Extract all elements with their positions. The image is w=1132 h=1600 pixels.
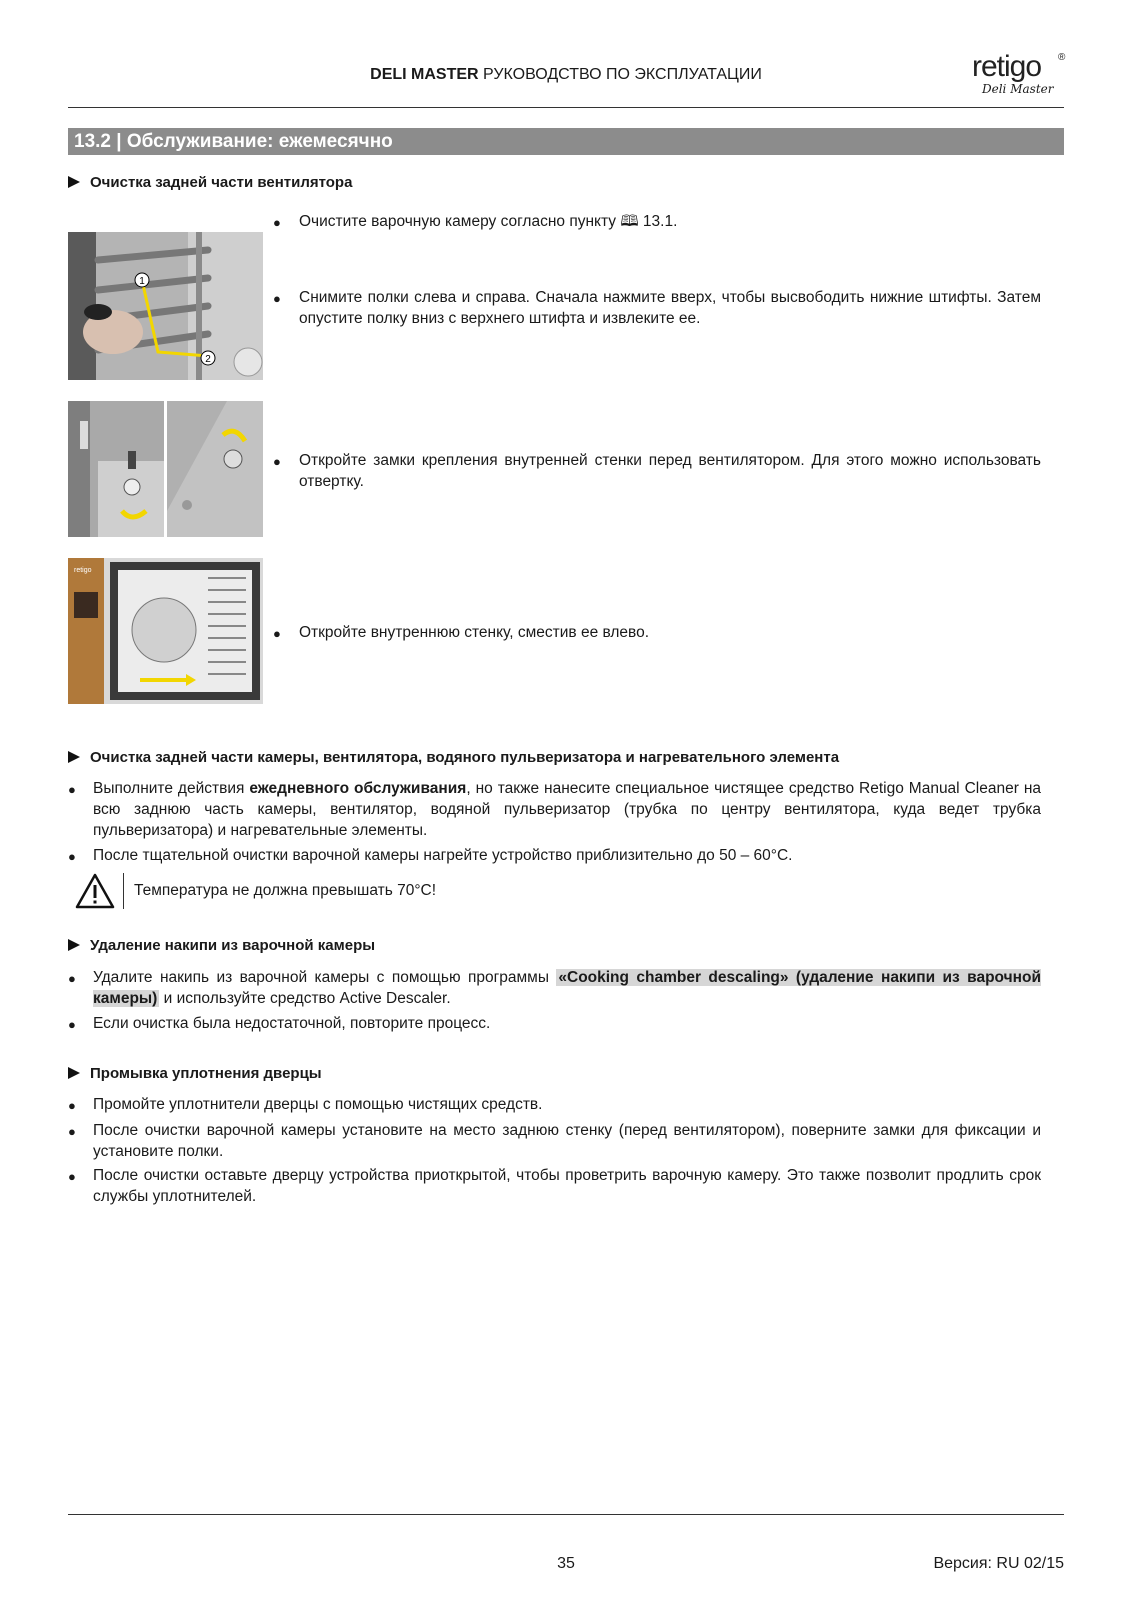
document-version: Версия: RU 02/15 xyxy=(933,1555,1064,1572)
bullet-icon: ● xyxy=(68,1098,76,1113)
retigo-logo xyxy=(972,50,1066,102)
step-open-wall: Откройте внутреннюю стенку, сместив ее влево. xyxy=(299,624,650,641)
subsection-heading-chamber: Очистка задней части камеры, вентилятора, водяного пульверизатора и нагревательного элемента xyxy=(68,749,839,766)
header-product-name: DELI MASTER xyxy=(370,66,479,83)
callout-1: 1 xyxy=(139,276,145,287)
chamber-item-1: Выполните действия ежедневного обслуживания, но также нанесите специальное чистящее средство Retigo Manual Cleaner на всю заднюю часть камеры, вентилятор, водяной пульверизатор (трубка по центру вентилятора, куда ведет трубка пульверизатора) и нагревательные элементы. xyxy=(93,780,1041,839)
section-title-bar xyxy=(68,128,1064,155)
bullet-icon: ● xyxy=(273,626,281,641)
photo-lock-right xyxy=(167,401,263,537)
triangle-bullet-icon xyxy=(68,176,80,188)
step-clean-chamber: Очистите варочную камеру согласно пункту 🕮 13.1. xyxy=(299,213,678,230)
step-open-locks: Откройте замки крепления внутренней стенки перед вентилятором. Для этого можно использовать отвертку. xyxy=(299,452,1041,490)
triangle-bullet-icon xyxy=(68,1067,80,1079)
logo-signature: Deli Master xyxy=(982,82,1054,96)
logo-wordmark: retigo xyxy=(972,50,1042,83)
photo-lock-left xyxy=(68,401,164,537)
step-remove-shelves: Снимите полки слева и справа. Сначала нажмите вверх, чтобы высвободить нижние штифты. Затем опустите полку вниз с верхнего штифта и извлеките ее. xyxy=(299,289,1041,327)
door-item-2: После очистки варочной камеры установите на место заднюю стенку (перед вентилятором), поверните замки для фиксации и установите полки. xyxy=(93,1122,1041,1160)
warning-text: Температура не должна превышать 70°C! xyxy=(134,882,437,899)
subsection-heading-descaling: Удаление накипи из варочной камеры xyxy=(68,937,375,954)
bullet-icon: ● xyxy=(68,782,76,797)
warning-icon xyxy=(74,872,116,910)
door-item-1: Промойте уплотнители дверцы с помощью чистящих средств. xyxy=(93,1096,543,1113)
footer-divider xyxy=(68,1514,1064,1515)
program-name-highlight: «Cooking chamber descaling» (удаление накипи из варочной камеры) xyxy=(93,969,1041,1007)
bullet-icon: ● xyxy=(68,1124,76,1139)
subsection-heading-door-seal: Промывка уплотнения дверцы xyxy=(68,1065,322,1082)
page-number: 35 xyxy=(557,1555,575,1572)
warning-divider xyxy=(123,873,124,909)
photo-open-inner-wall xyxy=(68,558,263,704)
photo-shelf-removal xyxy=(68,232,263,380)
bullet-icon: ● xyxy=(68,971,76,986)
header-divider xyxy=(68,107,1064,108)
subsection-heading-fan: Очистка задней части вентилятора xyxy=(68,174,352,191)
bullet-icon: ● xyxy=(68,849,76,864)
bullet-icon: ● xyxy=(68,1017,76,1032)
bullet-icon: ● xyxy=(68,1169,76,1184)
book-icon: 🕮 xyxy=(620,213,639,230)
section-title: 13.2 | Обслуживание: ежемесячно xyxy=(74,131,393,152)
triangle-bullet-icon xyxy=(68,751,80,763)
descaling-item-1: Удалите накипь из варочной камеры с помощью программы «Cooking chamber descaling» (удаление накипи из варочной камеры) и используйте средство Active Descaler. xyxy=(93,969,1041,1007)
chamber-item-2: После тщательной очистки варочной камеры нагрейте устройство приблизительно до 50 – 60°C. xyxy=(93,847,793,864)
callout-2: 2 xyxy=(205,354,211,365)
descaling-item-2: Если очистка была недостаточной, повторите процесс. xyxy=(93,1015,491,1032)
document-header-title xyxy=(0,66,1132,84)
logo-registered-mark: ® xyxy=(1058,52,1066,63)
bullet-icon: ● xyxy=(273,291,281,306)
header-manual-label: РУКОВОДСТВО ПО ЭКСПЛУАТАЦИИ xyxy=(478,66,762,83)
panel-brand-label: retigo xyxy=(74,567,92,574)
bullet-icon: ● xyxy=(273,454,281,469)
door-item-3: После очистки оставьте дверцу устройства приоткрытой, чтобы проветрить варочную камеру. Это также позволит продлить срок службы уплотнителей. xyxy=(93,1167,1041,1205)
triangle-bullet-icon xyxy=(68,939,80,951)
bullet-icon: ● xyxy=(273,215,281,230)
